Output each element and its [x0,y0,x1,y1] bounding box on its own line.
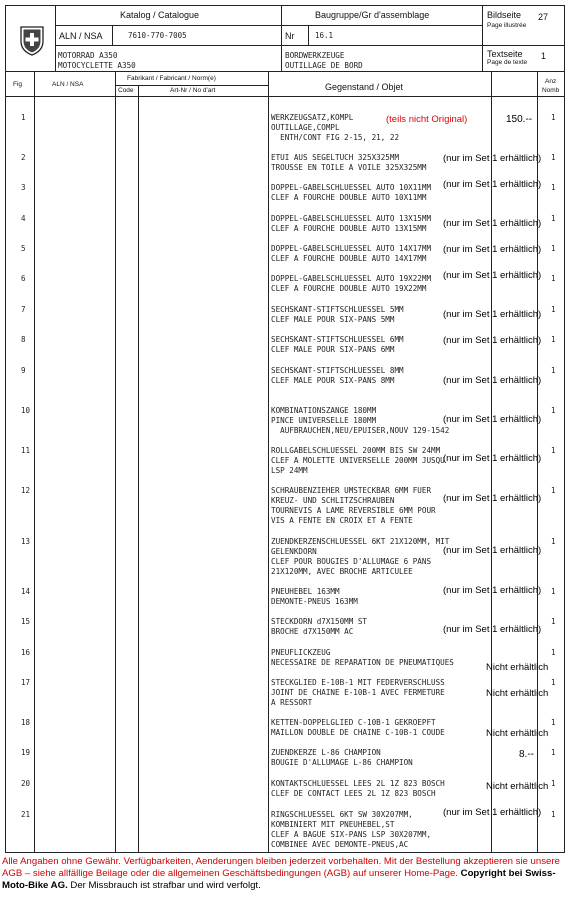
row-quantity: 1 [551,305,556,314]
row-quantity: 1 [551,183,556,192]
row-availability-note: (nur im Set 1 erhältlich) [443,453,542,464]
col-nomb: Nomb [542,87,560,94]
row-quantity: 1 [551,214,556,223]
row-fig-number: 17 [21,678,31,687]
row-availability-note: Nicht erhältlich [486,728,549,739]
row-description: RINGSCHLUESSEL 6KT SW 30X207MM, KOMBINIERT MIT PNEUHEBEL,ST CLEF A BAGUE SIX-PANS LSP 30X207MM, COMBINEE AVEC DEMONTE-PNEUS,AC [271,810,432,849]
row-quantity: 1 [551,617,556,626]
row-quantity: 1 [551,446,556,455]
row-fig-number: 21 [21,810,31,819]
swiss-cross-shield-icon [18,24,46,56]
page-label: Bildseite [487,10,522,20]
catalog-title: Katalog / Catalogue [120,10,200,20]
row-quantity: 1 [551,244,556,253]
group-de: BORDWERKZEUGE [285,51,345,60]
row-availability-note: (nur im Set 1 erhältlich) [443,218,542,229]
row-availability-note: (nur im Set 1 erhältlich) [443,807,542,818]
row-price: 150.-- [506,114,533,125]
row-quantity: 1 [551,648,556,657]
group-fr: OUTILLAGE DE BORD [285,61,363,70]
row-description: SECHSKANT-STIFTSCHLUESSEL 6MM CLEF MALE POUR SIX-PANS 6MM [271,335,404,354]
row-description: ROLLGABELSCHLUESSEL 200MM BIS SW 24MM CLEF A MOLETTE UNIVERSELLE 200MM JUSQU LSP 24MM [271,446,445,475]
row-fig-number: 2 [21,153,26,162]
row-description: KOMBINATIONSZANGE 180MM PINCE UNIVERSELLE 180MM AUFBRAUCHEN,NEU/EPUISER,NOUV 129-1542 [271,406,450,435]
footer-company: Swiss-Moto-Bike AG. [2,868,556,892]
row-fig-number: 8 [21,335,26,344]
col-aln: ALN / NSA [52,81,84,88]
row-quantity: 1 [551,587,556,596]
row-description: DOPPEL-GABELSCHLUESSEL AUTO 14X17MM CLEF A FOURCHE DOUBLE AUTO 14X17MM [271,244,432,263]
row-description: DOPPEL-GABELSCHLUESSEL AUTO 10X11MM CLEF A FOURCHE DOUBLE AUTO 10X11MM [271,183,432,202]
row-availability-note: Nicht erhältlich [486,662,549,673]
row-availability-note: (nur im Set 1 erhältlich) [443,375,542,386]
row-fig-number: 1 [21,113,26,122]
legal-footer [2,856,570,893]
row-description: PNEUFLICKZEUG NECESSAIRE DE REPARATION DE PNEUMATIQUES [271,648,454,667]
row-fig-number: 15 [21,617,31,626]
row-fig-number: 20 [21,779,31,788]
row-quantity: 1 [551,366,556,375]
row-description: WERKZEUGSATZ,KOMPL OUTILLAGE,COMPL ENTH/CONT FIG 2-15, 21, 22 [271,113,400,142]
group-title: Baugruppe/Gr d'assemblage [315,10,430,20]
row-quantity: 1 [551,718,556,727]
row-fig-number: 19 [21,748,31,757]
row-quantity: 1 [551,113,556,122]
aln-label: ALN / NSA [59,31,103,41]
aln-value: 7610-770-7005 [128,31,187,40]
row-quantity: 1 [551,486,556,495]
row-description: PNEUHEBEL 163MM DEMONTE-PNEUS 163MM [271,587,358,606]
row-fig-number: 18 [21,718,31,727]
model-de: MOTORRAD A350 [58,51,118,60]
row-description: SECHSKANT-STIFTSCHLUESSEL 5MM CLEF MALE POUR SIX-PANS 5MM [271,305,404,324]
nr-value: 16.1 [315,31,334,40]
row-quantity: 1 [551,810,556,819]
row-fig-number: 13 [21,537,31,546]
col-artnr: Art-Nr / No d'art [170,87,216,94]
row-availability-note: (nur im Set 1 erhältlich) [443,244,542,255]
row-fig-number: 11 [21,446,31,455]
row-fig-number: 7 [21,305,26,314]
page-number: 27 [538,12,549,22]
row-availability-note: Nicht erhältlich [486,688,549,699]
nr-label: Nr [285,31,295,41]
row-description: ZUENDKERZENSCHLUESSEL 6KT 21X120MM, MIT GELENKDORN CLEF POUR BOUGIES D'ALLUMAGE 6 PANS 21X120MM, AVEC BROCHE ARTICULEE [271,537,450,576]
col-object: Gegenstand / Objet [325,82,404,92]
row-fig-number: 10 [21,406,31,415]
row-availability-note: (nur im Set 1 erhältlich) [443,545,542,556]
row-description: STECKGLIED E-10B-1 MIT FEDERVERSCHLUSS JOINT DE CHAINE E-10B-1 AVEC FERMETURE A RESSORT [271,678,445,707]
row-quantity: 1 [551,779,556,788]
row-fig-number: 6 [21,274,26,283]
row-fig-number: 9 [21,366,26,375]
row-description: KETTEN-DOPPELGLIED C-10B-1 GEKROEPFT MAILLON DOUBLE DE CHAINE C-10B-1 COUDE [271,718,445,737]
col-manufacturer: Fabrikant / Fabricant / Norm(e) [127,75,216,82]
text-page-number: 1 [541,51,547,61]
row-availability-note: (nur im Set 1 erhältlich) [443,624,542,635]
row-availability-note: (nur im Set 1 erhältlich) [443,179,542,190]
footer-disclaimer: Alle Angaben ohne Gewähr. Verfügbarkeiten, Aenderungen bleiben jederzeit vorbehalten. Mit der Bestellung akzeptieren sie unsere AGB – siehe allfällige Beilage oder die allgemeinen Geschäftsbedingungen (AGB) auf unserer Home-Page. [2,856,560,880]
model-fr: MOTOCYCLETTE A350 [58,61,136,70]
row-fig-number: 16 [21,648,31,657]
row-description: ZUENDKERZE L-86 CHAMPION BOUGIE D'ALLUMAGE L-86 CHAMPION [271,748,413,767]
page-label-fr: Page illustrée [487,22,527,29]
row-availability-note: (nur im Set 1 erhältlich) [443,585,542,596]
row-fig-number: 4 [21,214,26,223]
col-code: Code [118,87,134,94]
row-fig-number: 3 [21,183,26,192]
row-description: ETUI AUS SEGELTUCH 325X325MM TROUSSE EN TOILE A VOILE 325X325MM [271,153,427,172]
row-description: SECHSKANT-STIFTSCHLUESSEL 8MM CLEF MALE POUR SIX-PANS 8MM [271,366,404,385]
row-quantity: 1 [551,335,556,344]
text-page-label: Textseite [487,49,523,59]
col-anz: Anz [545,78,557,85]
row-availability-note: (nur im Set 1 erhältlich) [443,270,542,281]
row-availability-note: Nicht erhältlich [486,781,549,792]
col-fig: Fig [13,81,23,88]
text-page-label-fr: Page de texte [487,59,528,66]
row-description: DOPPEL-GABELSCHLUESSEL AUTO 13X15MM CLEF A FOURCHE DOUBLE AUTO 13X15MM [271,214,432,233]
footer-warning: Der Missbrauch ist strafbar und wird verfolgt. [67,880,261,892]
row-fig-number: 5 [21,244,26,253]
footer-copyright: Copyright bei [460,868,523,880]
row-availability-note: (nur im Set 1 erhältlich) [443,153,542,164]
row-quantity: 1 [551,678,556,687]
row-description: DOPPEL-GABELSCHLUESSEL AUTO 19X22MM CLEF A FOURCHE DOUBLE AUTO 19X22MM [271,274,432,293]
row-fig-number: 12 [21,486,31,495]
row-quantity: 1 [551,537,556,546]
row-availability-note: (nur im Set 1 erhältlich) [443,309,542,320]
row-description: STECKDORN d7X150MM ST BROCHE d7X150MM AC [271,617,368,636]
row-description: SCHRAUBENZIEHER UMSTECKBAR 6MM FUER KREUZ- UND SCHLITZSCHRAUBEN TOURNEVIS A LAME REVERSIBLE 6MM POUR VIS A FENTE EN CROIX ET A FENTE [271,486,436,525]
row-quantity: 1 [551,274,556,283]
row-original-tag: (teils nicht Original) [386,114,468,125]
row-availability-note: (nur im Set 1 erhältlich) [443,335,542,346]
row-availability-note: (nur im Set 1 erhältlich) [443,493,542,504]
row-availability-note: (nur im Set 1 erhältlich) [443,414,542,425]
row-price: 8.-- [519,749,534,760]
row-fig-number: 14 [21,587,31,596]
row-description: KONTAKTSCHLUESSEL LEES 2L 1Z 823 BOSCH CLEF DE CONTACT LEES 2L 1Z 823 BOSCH [271,779,445,798]
row-quantity: 1 [551,748,556,757]
row-quantity: 1 [551,406,556,415]
row-quantity: 1 [551,153,556,162]
